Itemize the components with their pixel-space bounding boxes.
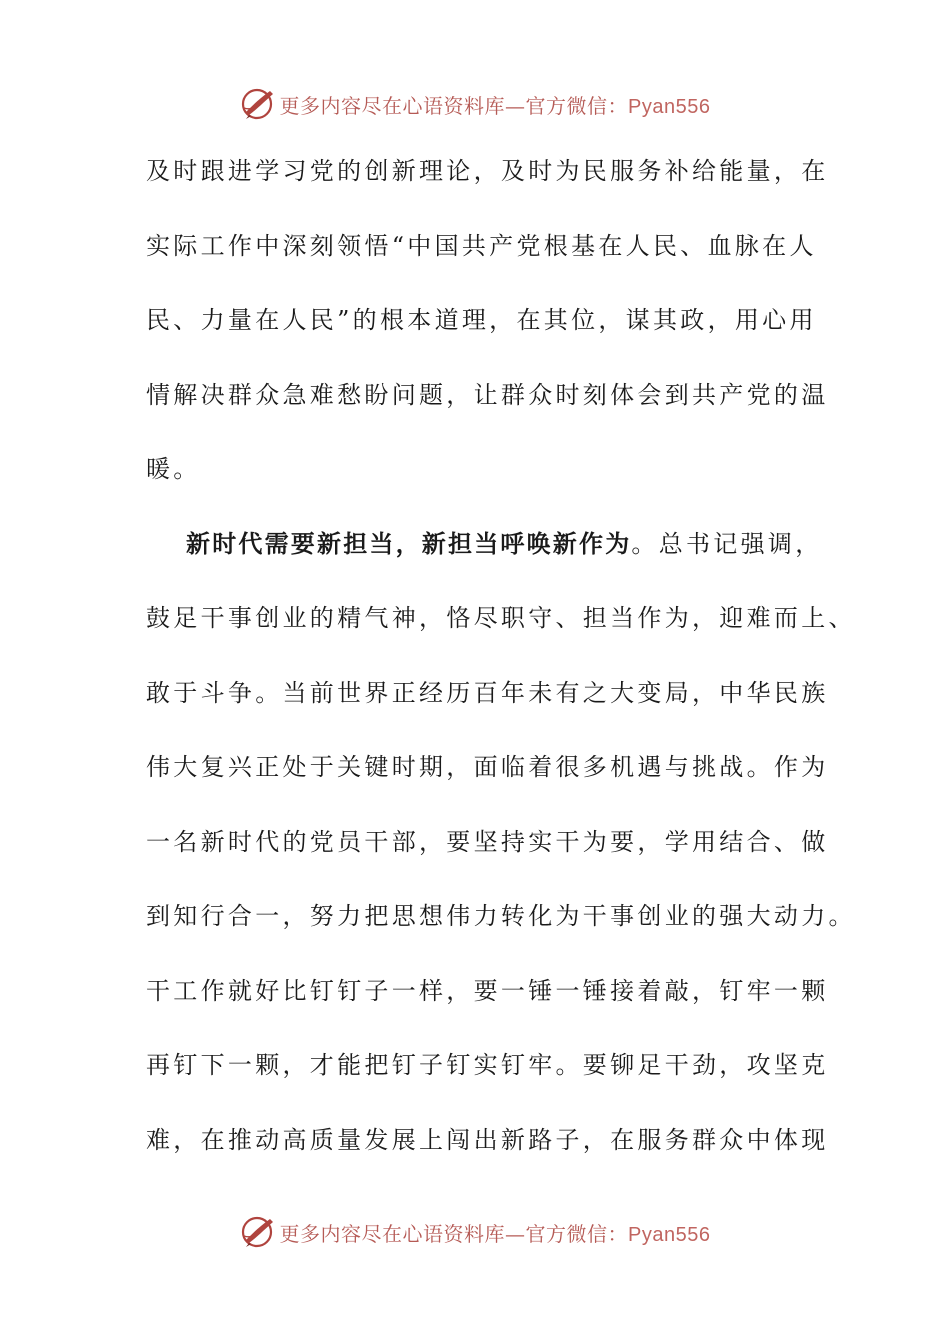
paragraph-lead-rest: 。总书记强调，	[631, 529, 823, 558]
header-banner-text	[280, 90, 711, 119]
footer-wechat-id: Pyan556	[628, 1223, 711, 1246]
text-line: 一名新时代的党员干部，要坚持实干为要，学用结合、做	[146, 827, 829, 856]
header-banner-cn: 更多内容尽在心语资料库—官方微信：	[279, 93, 629, 118]
document-body	[146, 150, 856, 1193]
header-wechat-id: Pyan556	[628, 95, 711, 118]
text-line: 情解决群众急难愁盼问题，让群众时刻体会到共产党的温	[146, 380, 829, 409]
text-line: 再钉下一颗，才能把钉子钉实钉牢。要铆足干劲，攻坚克	[146, 1051, 829, 1079]
pen-logo-icon	[240, 86, 276, 122]
text-line: 实际工作中深刻领悟“中国共产党根基在人民、血脉在人	[146, 231, 817, 260]
footer-banner-cn: 更多内容尽在心语资料库—官方微信：	[279, 1221, 629, 1246]
pen-logo-icon	[240, 1214, 276, 1250]
text-line: 难，在推动高质量发展上闯出新路子，在服务群众中体现	[146, 1125, 829, 1154]
text-line: 暖。	[146, 455, 201, 483]
footer-banner-text	[280, 1218, 711, 1247]
paragraph-lead-line	[146, 523, 823, 598]
footer-banner	[0, 1212, 950, 1252]
text-line: 到知行合一，努力把思想伟力转化为干事创业的强大动力。	[146, 902, 856, 930]
text-line: 鼓足干事创业的精气神，恪尽职守、担当作为，迎难而上、	[146, 604, 856, 632]
paragraph-heading-bold: 新时代需要新担当，新担当呼唤新作为	[186, 528, 632, 558]
text-line: 干工作就好比钉钉子一样，要一锤一锤接着敲，钉牢一颗	[146, 976, 829, 1005]
header-banner	[0, 84, 950, 124]
text-line: 及时跟进学习党的创新理论，及时为民服务补给能量，在	[146, 157, 829, 185]
text-line: 伟大复兴正处于关键时期，面临着很多机遇与挑战。作为	[146, 753, 829, 781]
text-line: 民、力量在人民”的根本道理，在其位，谋其政，用心用	[146, 306, 817, 334]
text-line: 敢于斗争。当前世界正经历百年未有之大变局，中华民族	[146, 678, 829, 707]
